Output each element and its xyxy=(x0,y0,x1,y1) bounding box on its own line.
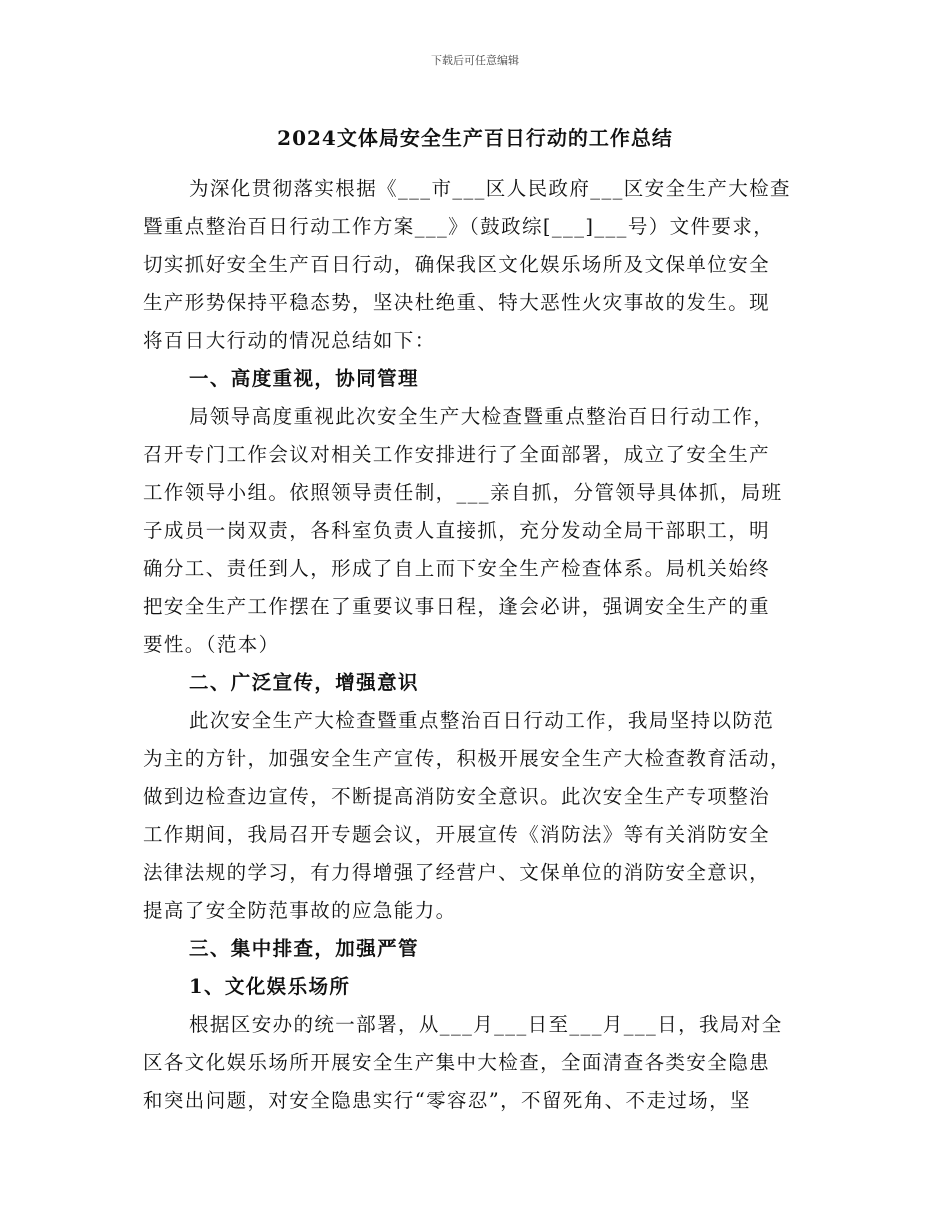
section-heading: 一、高度重视，协同管理 xyxy=(189,367,419,390)
paragraph-line: 为主的方针，加强安全生产宣传，积极开展安全生产大检查教育活动， xyxy=(143,747,791,770)
paragraph-line: 为深化贯彻落实根据《___市___区人民政府___区安全生产大检查 xyxy=(189,177,791,200)
paragraph-line: 子成员一岗双责，各科室负责人直接抓，充分发动全局干部职工，明 xyxy=(143,519,771,542)
document-body xyxy=(143,170,811,1120)
paragraph-line: 法律法规的学习，有力得增强了经营户、文保单位的消防安全意识， xyxy=(143,861,771,884)
paragraph-line: 暨重点整治百日行动工作方案___》（鼓政综[___]___号）文件要求， xyxy=(143,215,775,238)
paragraph-line: 局领导高度重视此次安全生产大检查暨重点整治百日行动工作， xyxy=(189,405,775,428)
subsection-heading: 1、文化娱乐场所 xyxy=(189,975,351,998)
paragraph-line: 工作期间，我局召开专题会议，开展宣传《消防法》等有关消防安全 xyxy=(143,823,771,846)
paragraph-line: 和突出问题，对安全隐患实行“零容忍”，不留死角、不走过场，坚 xyxy=(143,1089,751,1112)
section-heading: 三、集中排查，加强严管 xyxy=(189,937,419,960)
document-title: 2024文体局安全生产百日行动的工作总结 xyxy=(277,126,673,150)
header-note: 下载后可任意编辑 xyxy=(431,54,519,67)
paragraph-line: 区各文化娱乐场所开展安全生产集中大检查，全面清查各类安全隐患 xyxy=(143,1051,771,1074)
paragraph-line: 生产形势保持平稳态势，坚决杜绝重、特大恶性火灾事故的发生。现 xyxy=(143,291,771,314)
paragraph-line: 确分工、责任到人，形成了自上而下安全生产检查体系。局机关始终 xyxy=(143,557,771,580)
paragraph-line: 切实抓好安全生产百日行动，确保我区文化娱乐场所及文保单位安全 xyxy=(143,253,771,276)
section-heading: 二、广泛宣传，增强意识 xyxy=(189,671,419,694)
paragraph-line: 将百日大行动的情况总结如下： xyxy=(143,329,436,352)
paragraph-line: 此次安全生产大检查暨重点整治百日行动工作，我局坚持以防范 xyxy=(189,709,775,732)
paragraph-line: 根据区安办的统一部署，从___月___日至___月___日，我局对全 xyxy=(189,1013,783,1036)
paragraph-line: 要性。（范本） xyxy=(143,633,280,656)
paragraph-line: 工作领导小组。依照领导责任制，___亲自抓，分管领导具体抓，局班 xyxy=(143,481,783,504)
paragraph-line: 召开专门工作会议对相关工作安排进行了全面部署，成立了安全生产 xyxy=(143,443,771,466)
paragraph-line: 做到边检查边宣传，不断提高消防安全意识。此次安全生产专项整治 xyxy=(143,785,771,808)
paragraph-line: 把安全生产工作摆在了重要议事日程，逢会必讲，强调安全生产的重 xyxy=(143,595,771,618)
paragraph-line: 提高了安全防范事故的应急能力。 xyxy=(143,899,457,922)
